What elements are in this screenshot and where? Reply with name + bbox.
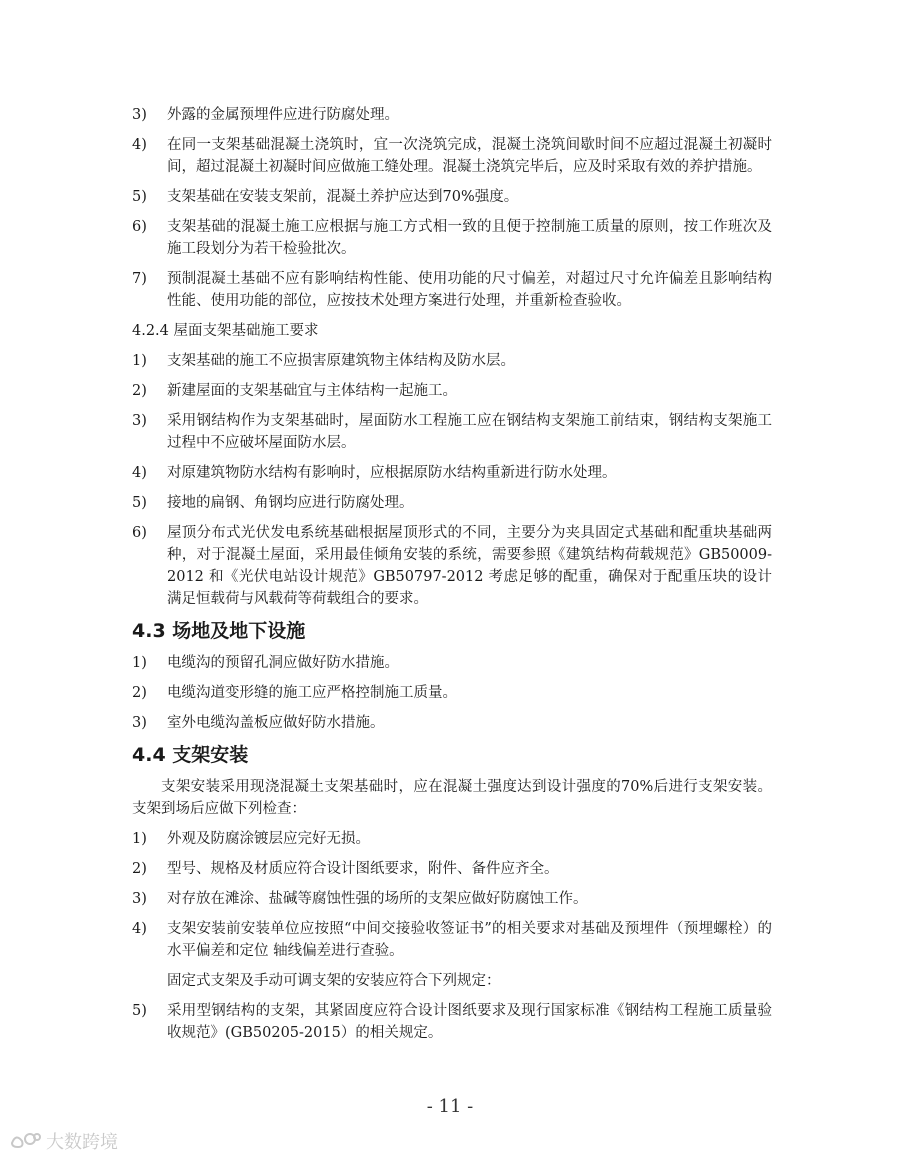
page-number: - 11 - [426, 1096, 474, 1117]
list-item-number: 3) [132, 107, 147, 123]
watermark-text: 大数跨境 [46, 1132, 118, 1153]
list-item-text: 屋顶分布式光伏发电系统基础根据屋顶形式的不同，主要分为夹具固定式基础和配重块基础两种，对于混凝土屋面，采用最佳倾角安装的系统，需要参照《建筑结构荷载规范》GB50009-2012 和《光伏电站设计规范》GB50797-2012 考虑足够的配重，确保对于配重压块的设计满足恒载荷与风载荷等荷载组合的要求。 [167, 525, 772, 607]
section-4-2-3-list [132, 104, 772, 312]
list-item [132, 462, 772, 484]
list-item [132, 492, 772, 514]
list-item-number: 3) [132, 891, 147, 907]
list-item-number: 2) [132, 685, 147, 701]
list-item-text: 型号、规格及材质应符合设计图纸要求，附件、备件应齐全。 [167, 861, 559, 877]
list-item-text: 电缆沟道变形缝的施工应严格控制施工质量。 [167, 685, 457, 701]
list-item [132, 1000, 772, 1044]
section-4-3-list [132, 652, 772, 734]
list-item [132, 216, 772, 260]
list-item [132, 682, 772, 704]
list-item-number: 1) [132, 655, 147, 671]
section-4-4-intro: 支架安装采用现浇混凝土支架基础时，应在混凝土强度达到设计强度的70%后进行支架安装。支架到场后应做下列检查： [132, 779, 772, 817]
list-item-number: 5) [132, 1003, 147, 1019]
list-item [132, 410, 772, 454]
list-item-number: 4) [132, 137, 147, 153]
list-item-text: 在同一支架基础混凝土浇筑时，宜一次浇筑完成，混凝土浇筑间歇时间不应超过混凝土初凝时间，超过混凝土初凝时间应做施工缝处理。混凝土浇筑完毕后，应及时采取有效的养护措施。 [167, 137, 772, 175]
list-item-number: 1) [132, 831, 147, 847]
list-item [132, 712, 772, 734]
list-item-number: 6) [132, 525, 147, 541]
list-item-text: 新建屋面的支架基础宜与主体结构一起施工。 [167, 383, 457, 399]
list-item [132, 268, 772, 312]
section-4-4-subnote: 固定式支架及手动可调支架的安装应符合下列规定： [167, 973, 501, 989]
list-item-text: 室外电缆沟盖板应做好防水措施。 [167, 715, 385, 731]
list-item-text: 支架基础的混凝土施工应根据与施工方式相一致的且便于控制施工质量的原则，按工作班次及施工段划分为若干检验批次。 [167, 219, 772, 257]
list-item [132, 350, 772, 372]
list-item-number: 3) [132, 413, 147, 429]
list-item-text: 对存放在滩涂、盐碱等腐蚀性强的场所的支架应做好防腐蚀工作。 [167, 891, 588, 907]
list-item [132, 380, 772, 402]
section-heading-4-4: 4.4 支架安装 [132, 744, 249, 766]
list-item-number: 7) [132, 271, 147, 287]
list-item-number: 5) [132, 189, 147, 205]
list-item [132, 134, 772, 178]
section-4-2-4-list [132, 350, 772, 610]
list-item [132, 918, 772, 962]
section-4-4-list [132, 828, 772, 962]
list-item-number: 1) [132, 353, 147, 369]
list-item [132, 104, 772, 126]
list-item-text: 对原建筑物防水结构有影响时，应根据原防水结构重新进行防水处理。 [167, 465, 617, 481]
list-item-number: 4) [132, 921, 147, 937]
list-item-text: 采用型钢结构的支架，其紧固度应符合设计图纸要求及现行国家标准《钢结构工程施工质量验收规范》(GB50205-2015）的相关规定。 [167, 1003, 772, 1041]
list-item-text: 接地的扁钢、角钢均应进行防腐处理。 [167, 495, 414, 511]
list-item-text: 支架安装前安装单位应按照“中间交接验收签证书”的相关要求对基础及预埋件（预埋螺栓）的水平偏差和定位 轴线偏差进行查验。 [167, 921, 772, 959]
list-item-number: 5) [132, 495, 147, 511]
list-item [132, 186, 772, 208]
list-item [132, 858, 772, 880]
list-item-text: 电缆沟的预留孔洞应做好防水措施。 [167, 655, 399, 671]
watermark-logo-icon [8, 1129, 42, 1153]
list-item [132, 828, 772, 850]
list-item-text: 采用钢结构作为支架基础时，屋面防水工程施工应在钢结构支架施工前结束，钢结构支架施工过程中不应破坏屋面防水层。 [167, 413, 772, 451]
list-item [132, 652, 772, 674]
list-item [132, 888, 772, 910]
list-item-text: 支架基础在安装支架前，混凝土养护应达到70%强度。 [167, 189, 519, 205]
list-item-number: 4) [132, 465, 147, 481]
list-item-number: 2) [132, 383, 147, 399]
list-item-number: 6) [132, 219, 147, 235]
list-item-text: 外观及防腐涂镀层应完好无损。 [167, 831, 370, 847]
section-heading-4-3: 4.3 场地及地下设施 [132, 620, 306, 642]
watermark [8, 1128, 118, 1154]
list-item-text: 支架基础的施工不应损害原建筑物主体结构及防水层。 [167, 353, 515, 369]
list-item-text: 预制混凝土基础不应有影响结构性能、使用功能的尺寸偏差，对超过尺寸允许偏差且影响结构性能、使用功能的部位，应按技术处理方案进行处理，并重新检查验收。 [167, 271, 772, 309]
page-content [132, 104, 772, 1052]
section-heading-4-2-4: 4.2.4 屋面支架基础施工要求 [132, 323, 319, 339]
list-item-text: 外露的金属预埋件应进行防腐处理。 [167, 107, 399, 123]
list-item-number: 3) [132, 715, 147, 731]
list-item-number: 2) [132, 861, 147, 877]
section-4-4-list-2 [132, 1000, 772, 1044]
list-item [132, 522, 772, 610]
